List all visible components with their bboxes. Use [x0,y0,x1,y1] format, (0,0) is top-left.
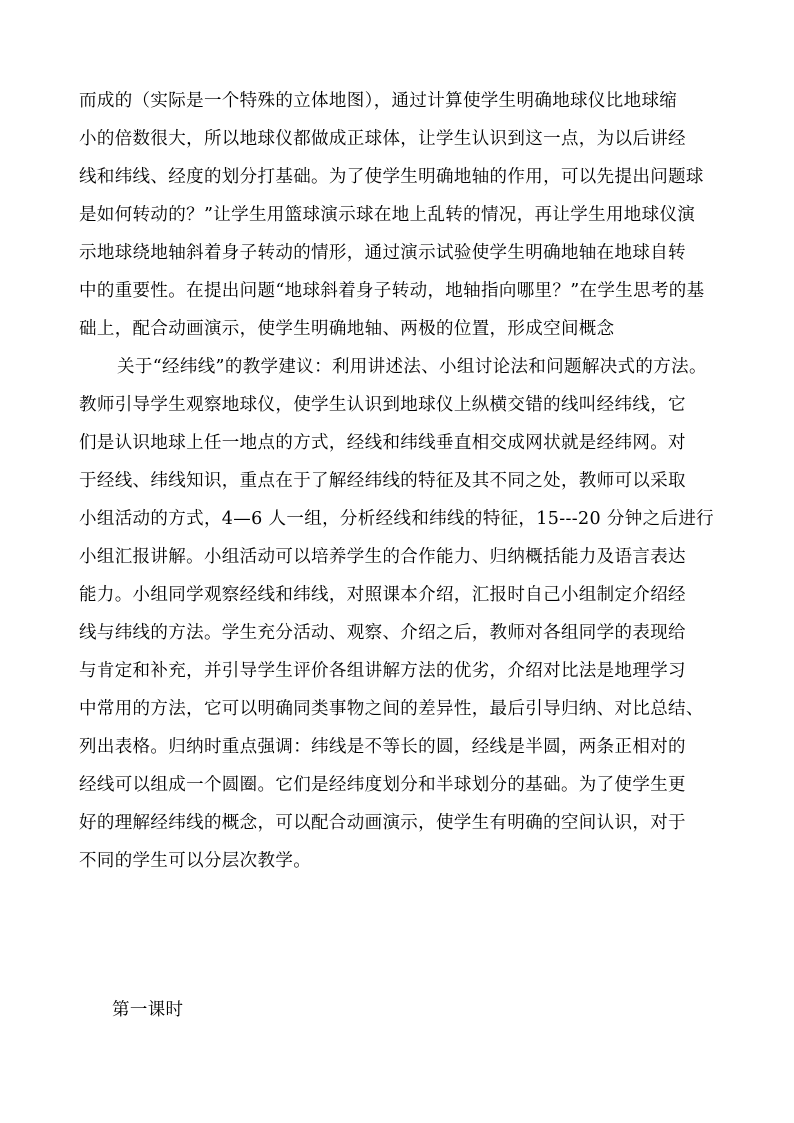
text-line: 不同的学生可以分层次教学。 [79,851,312,871]
text-line: 础上，配合动画演示，使学生明确地轴、两极的位置，形成空间概念 [79,319,615,339]
text-line: 小的倍数很大，所以地球仪都做成正球体，让学生认识到这一点，为以后讲经 [79,129,686,149]
text-line: 们是认识地球上任一地点的方式，经线和纬线垂直相交成网状就是经纬网。对 [79,433,686,453]
text-line: 中常用的方法，它可以明确同类事物之间的差异性，最后引导归纳、对比总结、 [79,699,704,719]
text-line: 是如何转动的？”让学生用篮球演示球在地上乱转的情况，再让学生用地球仪演 [79,205,696,225]
text-line: 好的理解经纬线的概念，可以配合动画演示，使学生有明确的空间认识，对于 [79,813,686,833]
text-line: 关于“经纬线”的教学建议：利用讲述法、小组讨论法和问题解决式的方法。 [117,357,707,377]
text-line: 线和纬线、经度的划分打基础。为了使学生明确地轴的作用，可以先提出问题球 [79,167,704,187]
text-line: 小组活动的方式，4—6 人一组，分析经线和纬线的特征，15---20 分钟之后进行 [79,509,715,529]
section-heading: 第一课时 [112,1000,184,1020]
text-line: 小组汇报讲解。小组活动可以培养学生的合作能力、归纳概括能力及语言表达 [79,547,686,567]
text-line: 能力。小组同学观察经线和纬线，对照课本介绍，汇报时自己小组制定介绍经 [79,585,686,605]
text-line: 示地球绕地轴斜着身子转动的情形，通过演示试验使学生明确地轴在地球自转 [79,243,686,263]
text-line: 教师引导学生观察地球仪，使学生认识到地球仪上纵横交错的线叫经纬线，它 [79,395,686,415]
text-line: 于经线、纬线知识，重点在于了解经纬线的特征及其不同之处，教师可以采取 [79,471,686,491]
text-line: 线与纬线的方法。学生充分活动、观察、介绍之后，教师对各组同学的表现给 [79,623,686,643]
text-line: 而成的（实际是一个特殊的立体地图），通过计算使学生明确地球仪比地球缩 [79,91,678,111]
text-line: 经线可以组成一个圆圈。它们是经纬度划分和半球划分的基础。为了使学生更 [79,775,686,795]
text-line: 列出表格。归纳时重点强调：纬线是不等长的圆，经线是半圆，两条正相对的 [79,737,686,757]
text-line: 与肯定和补充，并引导学生评价各组讲解方法的优劣，介绍对比法是地理学习 [79,661,686,681]
text-line: 中的重要性。在提出问题“地球斜着身子转动，地轴指向哪里？”在学生思考的基 [79,281,705,301]
